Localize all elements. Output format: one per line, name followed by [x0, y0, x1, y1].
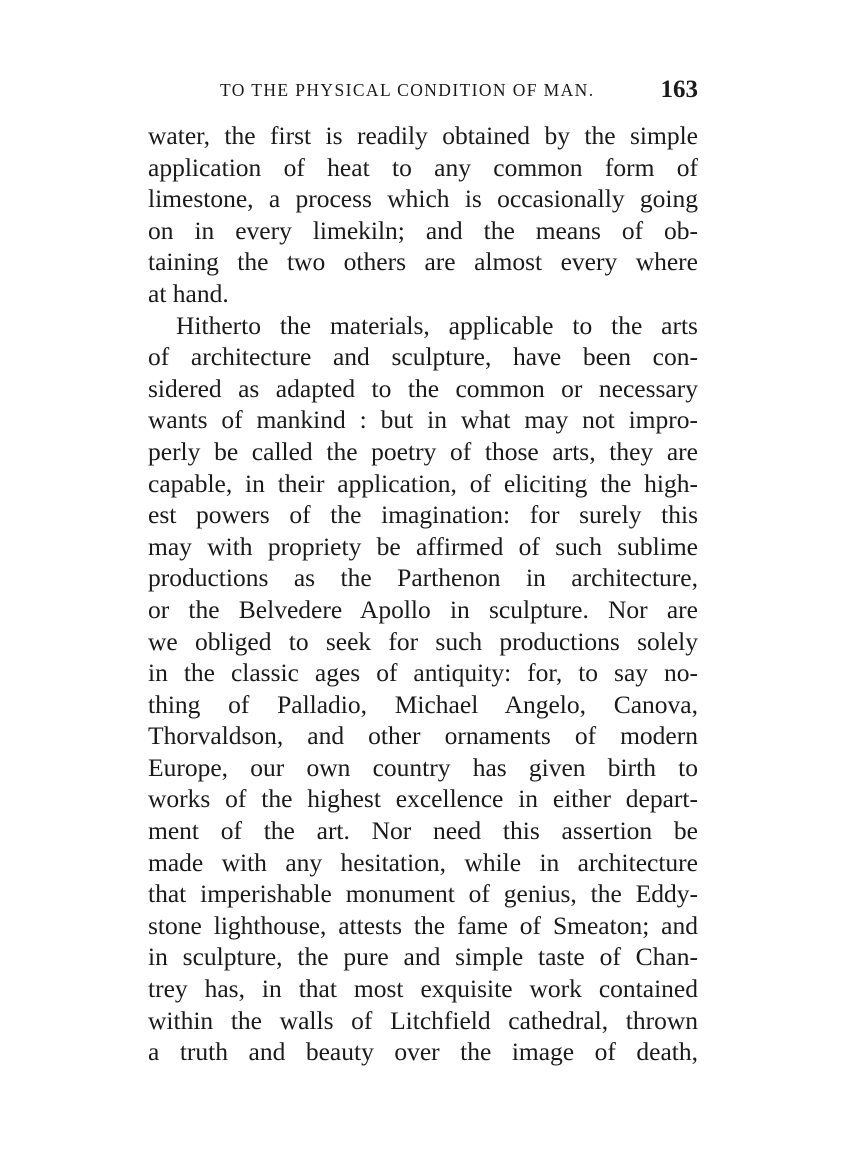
text-line: application of heat to any common form of [148, 152, 698, 182]
text-line: water, the first is readily obtained by the simple [148, 121, 698, 150]
page-number: 163 [660, 76, 698, 103]
text-line: we obliged to seek for such productions solely [148, 626, 698, 656]
text-line: within the walls of Litchfield cathedral, thrown [148, 1005, 698, 1035]
text-line: that imperishable monument of genius, the Eddy- [148, 879, 698, 909]
text-line: sidered as adapted to the common or necessary [148, 373, 698, 403]
text-line: limestone, a process which is occasionally going [148, 184, 698, 214]
text-line: trey has, in that most exquisite work contained [148, 974, 698, 1004]
body-text [148, 120, 698, 1068]
text-line: Hitherto the materials, applicable to the arts [176, 310, 698, 340]
text-line: stone lighthouse, attests the fame of Smeaton; and [148, 910, 698, 940]
running-title: TO THE PHYSICAL CONDITION OF MAN. [220, 80, 595, 100]
text-line: productions as the Parthenon in architecture, [148, 563, 698, 593]
text-line: of architecture and sculpture, have been con- [148, 342, 698, 372]
text-line: or the Belvedere Apollo in sculpture. Nor are [148, 594, 698, 624]
text-line: est powers of the imagination: for surely this [148, 500, 698, 530]
text-line: Thorvaldson, and other ornaments of modern [148, 721, 698, 751]
text-line: capable, in their application, of eliciting the high- [148, 468, 698, 498]
text-line: wants of mankind : but in what may not impro- [148, 405, 698, 435]
text-line: in the classic ages of antiquity: for, to say no- [148, 658, 698, 688]
text-line: ment of the art. Nor need this assertion be [148, 816, 698, 846]
text-line: on in every limekiln; and the means of ob- [148, 215, 698, 245]
text-line: works of the highest excellence in either depart- [148, 784, 698, 814]
text-line: Europe, our own country has given birth to [148, 752, 698, 782]
text-line: may with propriety be affirmed of such sublime [148, 531, 698, 561]
text-line: taining the two others are almost every where [148, 247, 698, 277]
running-head [150, 76, 698, 106]
text-line: in sculpture, the pure and simple taste of Chan- [148, 942, 698, 972]
text-line: thing of Palladio, Michael Angelo, Canova, [148, 689, 698, 719]
text-line: made with any hesitation, while in architecture [148, 847, 698, 877]
text-line: a truth and beauty over the image of death, [148, 1037, 698, 1067]
text-line: at hand. [148, 278, 229, 308]
text-line: perly be called the poetry of those arts, they are [148, 436, 698, 466]
